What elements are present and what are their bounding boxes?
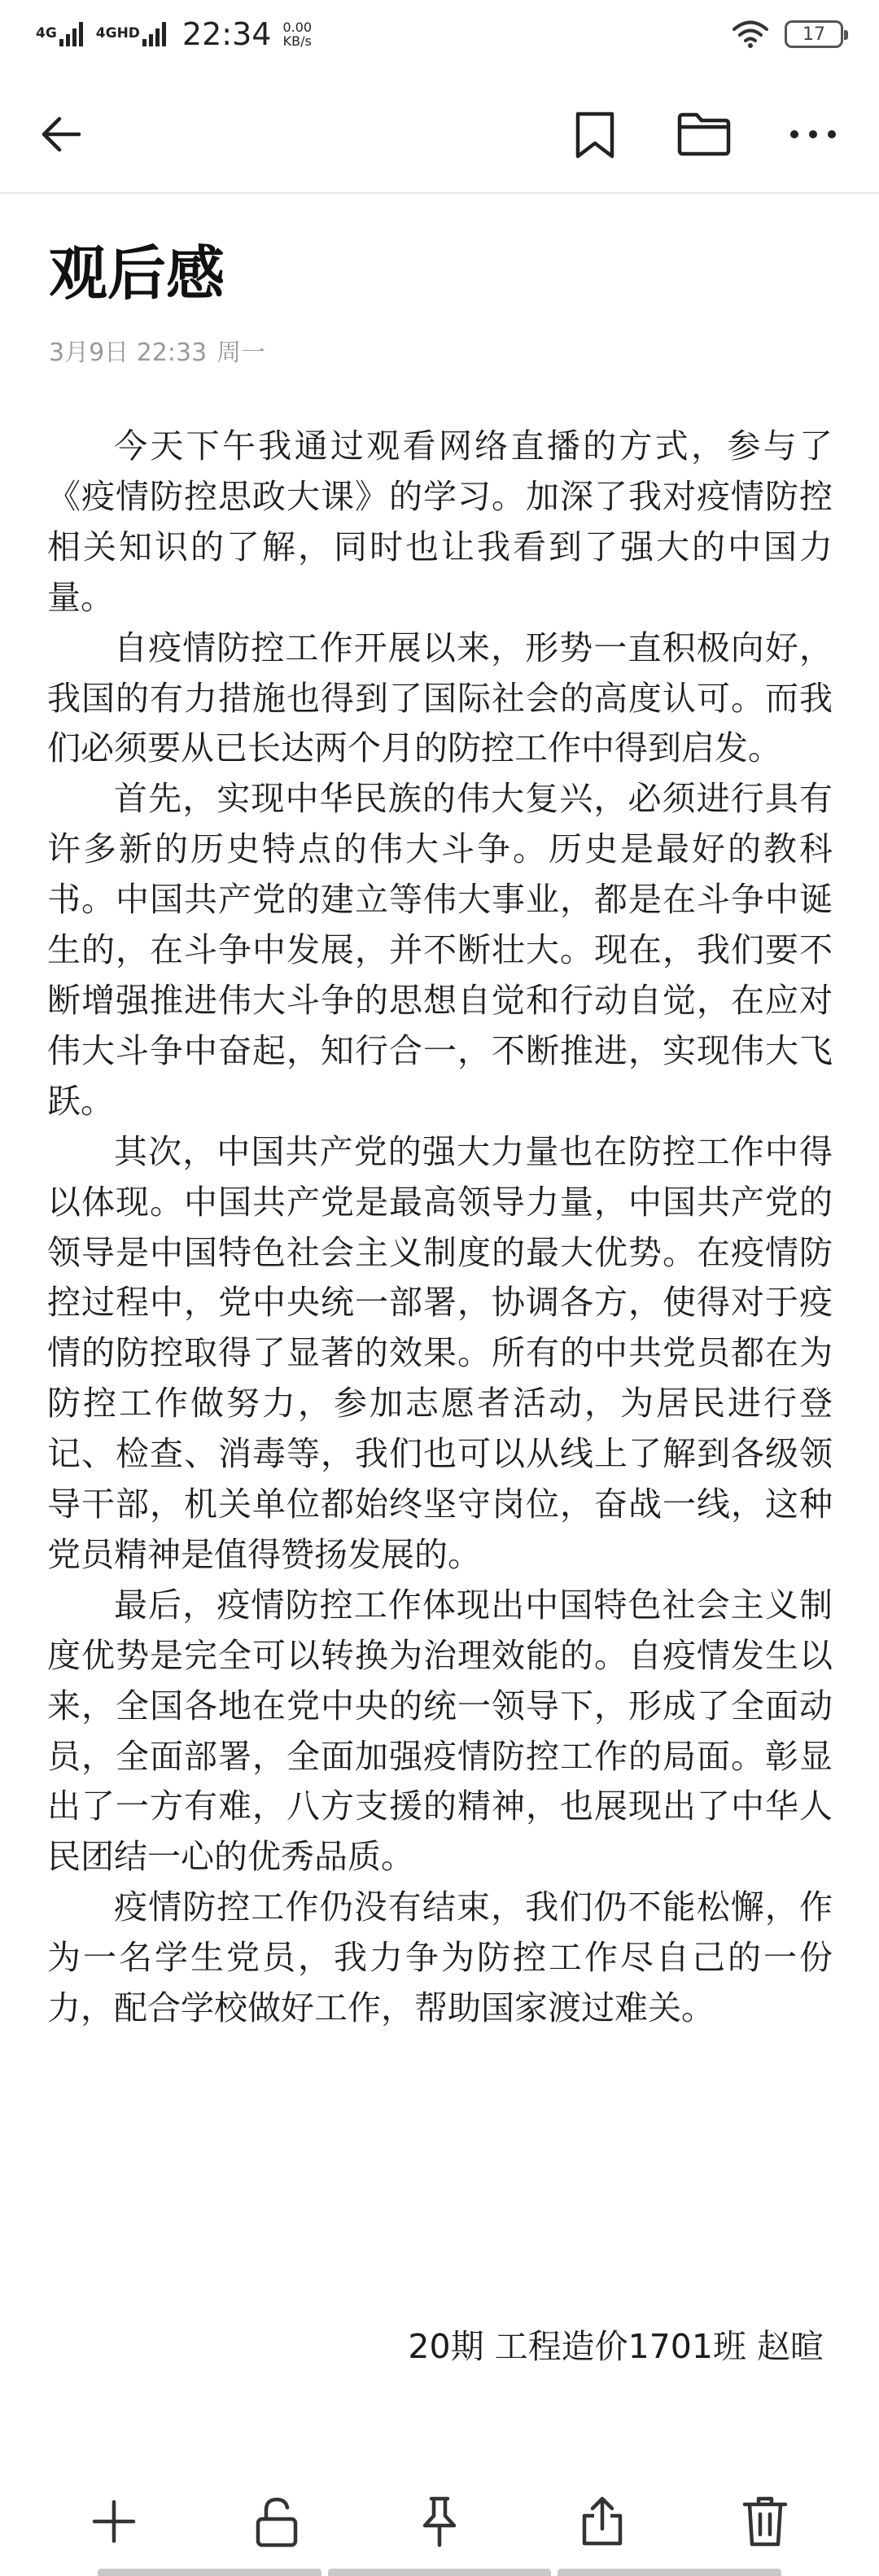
note-meta: [49, 332, 265, 368]
note-title[interactable]: 观后感: [49, 239, 225, 308]
folder-button[interactable]: [676, 106, 732, 163]
signal-bars-icon: [59, 22, 83, 46]
sim1-label: 4G: [36, 25, 57, 42]
bookmark-button[interactable]: [566, 106, 623, 163]
add-button[interactable]: [81, 2489, 146, 2554]
sim2-label: 4GHD: [95, 25, 140, 42]
note-paragraph: 最后，疫情防控工作体现出中国特色社会主义制度优势是完全可以转换为治理效能的。自疫情发生以来，全国各地在党中央的统一领导下，形成了全面动员，全面部署，全面加强疫情防控工作的局面。彰显出了一方有难，八方支援的精神，也展现出了中华人民团结一心的优秀品质。: [47, 1585, 833, 1877]
share-button[interactable]: [570, 2489, 635, 2554]
lock-button[interactable]: [244, 2489, 309, 2554]
more-horizontal-icon: [789, 129, 837, 140]
note-signature: 20期 工程造价1701班 赵暄: [408, 2327, 824, 2366]
plus-icon: [90, 2497, 138, 2546]
status-bar: [0, 0, 879, 68]
arrow-left-icon: [37, 110, 85, 159]
folder-icon: [676, 112, 732, 157]
toolbar-divider: [0, 192, 879, 194]
toolbar-actions: [566, 106, 846, 163]
signal-bars-icon: [142, 22, 166, 46]
note-paragraph: 今天下午我通过观看网络直播的方式，参与了《疫情防控思政大课》的学习。加深了我对疫情防控相关知识的了解，同时也让我看到了强大的中国力量。: [47, 426, 833, 617]
speed-unit: KB/s: [282, 33, 312, 49]
status-time: 22:34: [181, 16, 272, 52]
back-button[interactable]: [33, 106, 90, 163]
battery-level: 17: [802, 24, 825, 45]
trash-icon: [741, 2495, 789, 2548]
note-toolbar: [0, 81, 879, 187]
unlock-icon: [251, 2495, 302, 2548]
more-button[interactable]: [785, 106, 842, 163]
note-paragraph: 首先，实现中华民族的伟大复兴，必须进行具有许多新的历史特点的伟大斗争。历史是最好的教科书。中国共产党的建立等伟大事业，都是在斗争中诞生的，在斗争中发展，并不断壮大。现在，我们要不断增强推进伟大斗争的思想自觉和行动自觉，在应对伟大斗争中奋起，知行合一，不断推进，实现伟大飞跃。: [47, 779, 833, 1121]
bookmark-icon: [571, 109, 619, 160]
note-body[interactable]: [47, 422, 833, 2034]
bottom-action-bar: [0, 2482, 879, 2561]
battery-icon: [785, 20, 843, 48]
speed-value: 0.00: [282, 20, 313, 35]
sim1-signal: [36, 22, 83, 46]
pin-button[interactable]: [407, 2489, 472, 2554]
status-right: [732, 20, 843, 48]
home-indicator: [98, 2569, 781, 2576]
note-date: 3月9日 22:33: [49, 339, 208, 367]
wifi-icon: [732, 20, 768, 48]
share-icon: [578, 2495, 627, 2548]
note-paragraph: 自疫情防控工作开展以来，形势一直积极向好，我国的有力措施也得到了国际社会的高度认可。而我们必须要从已长达两个月的防控工作中得到启发。: [47, 628, 833, 768]
note-paragraph: 疫情防控工作仍没有结束，我们仍不能松懈，作为一名学生党员，我力争为防控工作尽自己的一份力，配合学校做好工作，帮助国家渡过难关。: [47, 1887, 833, 2028]
pin-icon: [415, 2495, 464, 2548]
network-speed: [282, 20, 312, 48]
sim2-signal: [96, 22, 166, 46]
note-weekday: 周一: [216, 339, 266, 367]
delete-button[interactable]: [732, 2489, 798, 2554]
note-paragraph: 其次，中国共产党的强大力量也在防控工作中得以体现。中国共产党是最高领导力量，中国共产党的领导是中国特色社会主义制度的最大优势。在疫情防控过程中，党中央统一部署，协调各方，使得对于疫情的防控取得了显著的效果。所有的中共党员都在为防控工作做努力，参加志愿者活动，为居民进行登记、检查、消毒等，我们也可以从线上了解到各级领导干部，机关单位都始终坚守岗位，奋战一线，这种党员精神是值得赞扬发展的。: [47, 1131, 833, 1574]
